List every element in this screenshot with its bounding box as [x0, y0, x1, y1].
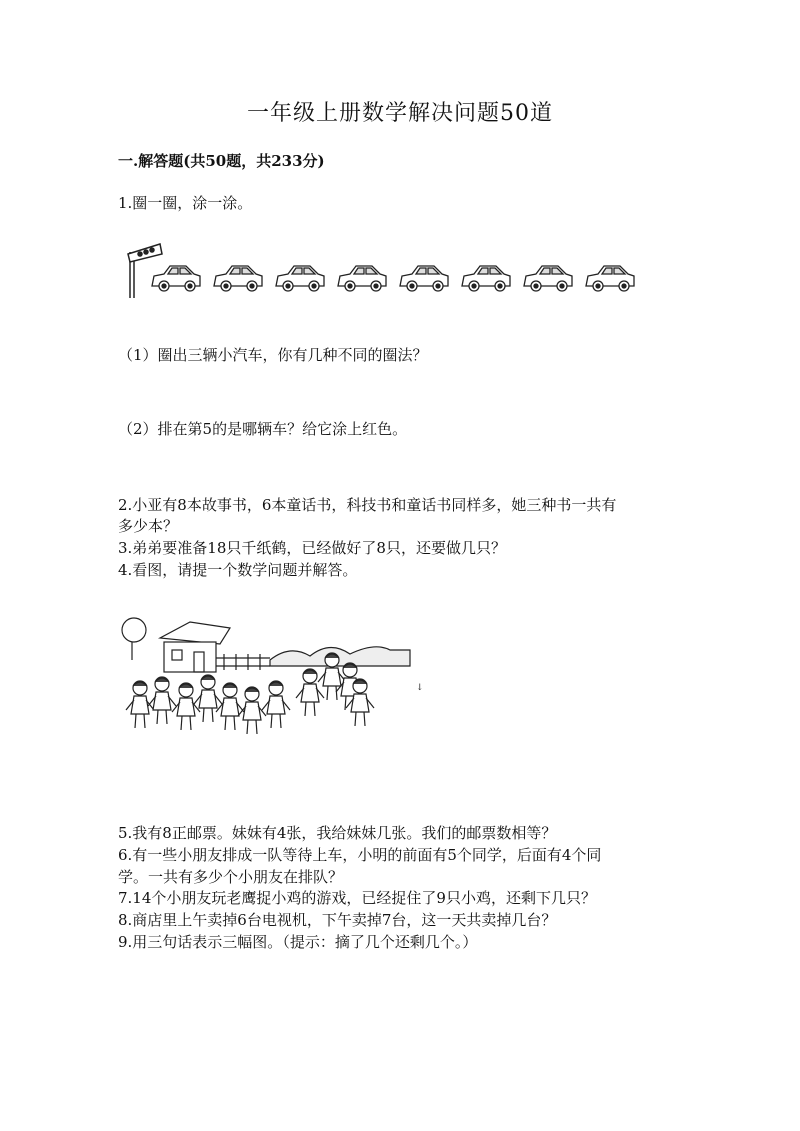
child-figure-icon — [238, 687, 266, 734]
car-icon — [462, 266, 510, 291]
child-figure-icon — [148, 677, 176, 724]
page-title: 一年级上册数学解决问题50道 — [247, 101, 553, 126]
question-7: 7.14个小朋友玩老鹰捉小鸡的游戏，已经捉住了9只小鸡，还剩下几只？ — [118, 889, 596, 907]
child-figure-icon — [172, 683, 200, 730]
question-2-line-2: 多少本？ — [118, 517, 179, 535]
child-figure-icon — [262, 681, 290, 728]
arrow-icon: ↓ — [416, 683, 424, 693]
child-figure-icon — [216, 683, 244, 730]
tree-icon — [122, 618, 146, 660]
car-icon — [524, 266, 572, 291]
question-8: 8.商店里上午卖掉6台电视机，下午卖掉7台，这一天共卖掉几台？ — [118, 911, 557, 929]
hills-icon — [270, 647, 410, 666]
car-icon — [152, 266, 200, 291]
traffic-sign-icon — [128, 244, 162, 298]
car-icon — [400, 266, 448, 291]
question-1-part-2: （2）排在第5的是哪辆车？给它涂上红色。 — [118, 420, 408, 438]
cars-illustration — [120, 240, 640, 300]
car-icon — [214, 266, 262, 291]
car-icon — [586, 266, 634, 291]
question-6-line-1: 6.有一些小朋友排成一队等待上车，小明的前面有5个同学，后面有4个同 — [118, 846, 602, 864]
question-6-line-2: 学。一共有多少个小朋友在排队？ — [118, 868, 344, 886]
question-9: 9.用三句话表示三幅图。（提示：摘了几个还剩几个。） — [118, 933, 478, 951]
fence-icon — [216, 654, 270, 670]
question-1-part-1: （1）圈出三辆小汽车，你有几种不同的圈法？ — [118, 346, 428, 364]
car-icon — [338, 266, 386, 291]
child-figure-icon — [296, 669, 324, 716]
question-1-stem: 1.圈一圈，涂一涂。 — [118, 194, 253, 212]
child-figure-icon — [194, 675, 222, 722]
question-3: 3.弟弟要准备18只千纸鹤，已经做好了8只，还要做几只？ — [118, 539, 506, 557]
car-icon — [276, 266, 324, 291]
section-heading: 一.解答题(共50题，共233分) — [118, 152, 325, 170]
children-playground-illustration — [120, 610, 424, 760]
question-2-line-1: 2.小亚有8本故事书，6本童话书，科技书和童话书同样多，她三种书一共有 — [118, 496, 617, 514]
question-5: 5.我有8正邮票。妹妹有4张，我给妹妹几张。我们的邮票数相等？ — [118, 824, 557, 842]
house-icon — [160, 622, 230, 672]
question-4: 4.看图，请提一个数学问题并解答。 — [118, 561, 358, 579]
